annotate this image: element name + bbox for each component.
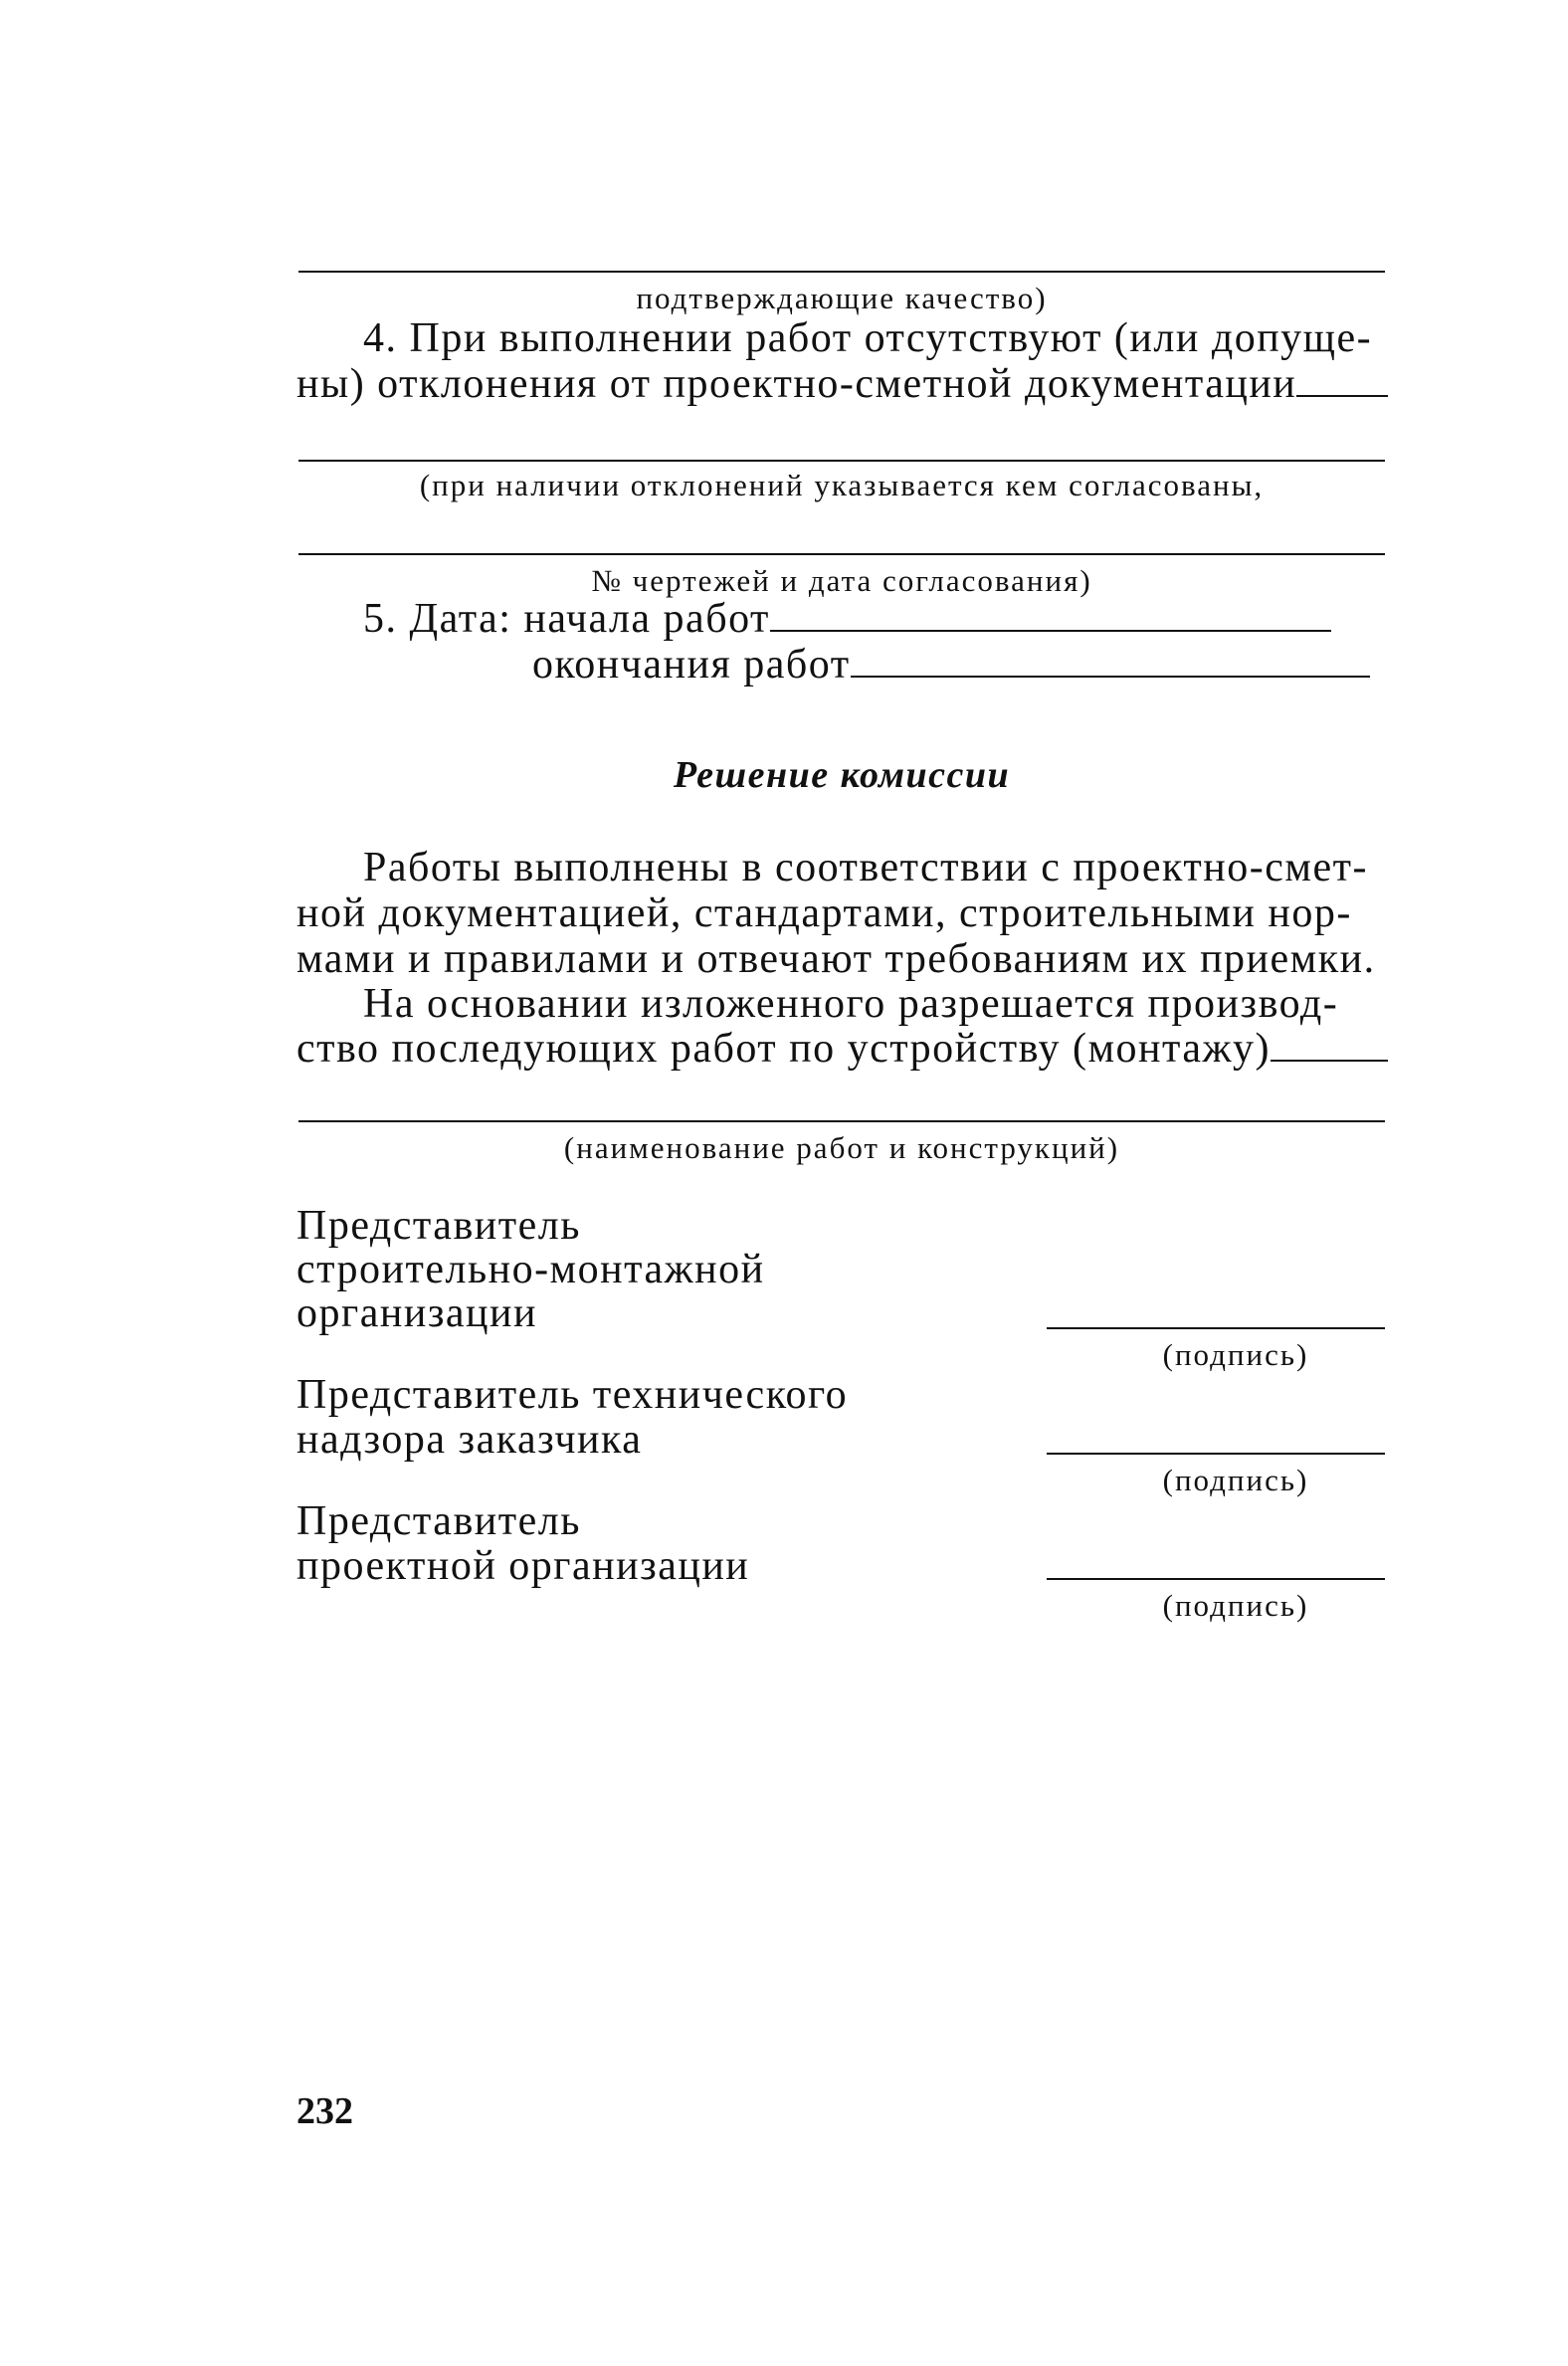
deviation-line-1[interactable] <box>298 460 1385 462</box>
caption-deviation-2: № чертежей и дата согласования) <box>591 563 1092 598</box>
decision-p1-line1: Работы выполнены в соответствии с проектно-смет- <box>363 845 1368 890</box>
signatory-1-line2: строительно-монтажной <box>296 1247 765 1292</box>
decision-p2-line2 <box>296 1025 1388 1073</box>
item4-line2 <box>296 360 1388 408</box>
signature-caption-3: (подпись) <box>1162 1588 1309 1623</box>
signatory-1-line3: организации <box>296 1290 537 1336</box>
item5-end-row <box>532 641 1370 689</box>
section-title: Решение комиссии <box>673 754 1011 796</box>
item4-line2-text: ны) отклонения от проектно-сметной документации <box>296 361 1297 407</box>
works-field-inline[interactable] <box>1271 1030 1388 1062</box>
quality-docs-line <box>298 271 1385 273</box>
caption-quality: подтверждающие качество) <box>636 281 1048 315</box>
caption-deviation-1: (при наличии отклонений указывается кем согласованы, <box>419 468 1265 502</box>
page-number: 232 <box>296 2090 353 2132</box>
deviation-field-inline[interactable] <box>1296 365 1388 397</box>
signature-caption-2: (подпись) <box>1162 1463 1309 1497</box>
decision-p2-line2-text: ство последующих работ по устройству (монтажу) <box>296 1026 1272 1072</box>
caption-works: (наименование работ и конструкций) <box>563 1130 1120 1165</box>
item5-start-row <box>363 595 1331 643</box>
item5-label: 5. Дата: <box>363 596 512 642</box>
item4-line1: 4. При выполнении работ отсутствуют (или допуще- <box>363 315 1373 361</box>
signatory-1-line1: Представитель <box>296 1203 581 1249</box>
decision-p2-line1: На основании изложенного разрешается производ- <box>363 981 1339 1027</box>
end-date-field[interactable] <box>851 646 1370 678</box>
decision-p1-line3: мами и правилами и отвечают требованиям их приемки. <box>296 936 1376 982</box>
signature-line-1[interactable] <box>1047 1327 1385 1329</box>
item5-start-label: начала работ <box>523 596 770 642</box>
signatory-2-line2: надзора заказчика <box>296 1417 643 1463</box>
item5-end-label: окончания работ <box>532 642 851 688</box>
signature-line-2[interactable] <box>1047 1453 1385 1455</box>
deviation-line-2[interactable] <box>298 553 1385 555</box>
signatory-2-line1: Представитель технического <box>296 1372 849 1418</box>
works-line[interactable] <box>298 1120 1385 1122</box>
signatory-3-line2: проектной организации <box>296 1543 750 1589</box>
signature-caption-1: (подпись) <box>1162 1337 1309 1372</box>
signature-line-3[interactable] <box>1047 1578 1385 1580</box>
start-date-field[interactable] <box>770 600 1331 632</box>
decision-p1-line2: ной документацией, стандартами, строительными нор- <box>296 890 1352 936</box>
signatory-3-line1: Представитель <box>296 1498 581 1544</box>
